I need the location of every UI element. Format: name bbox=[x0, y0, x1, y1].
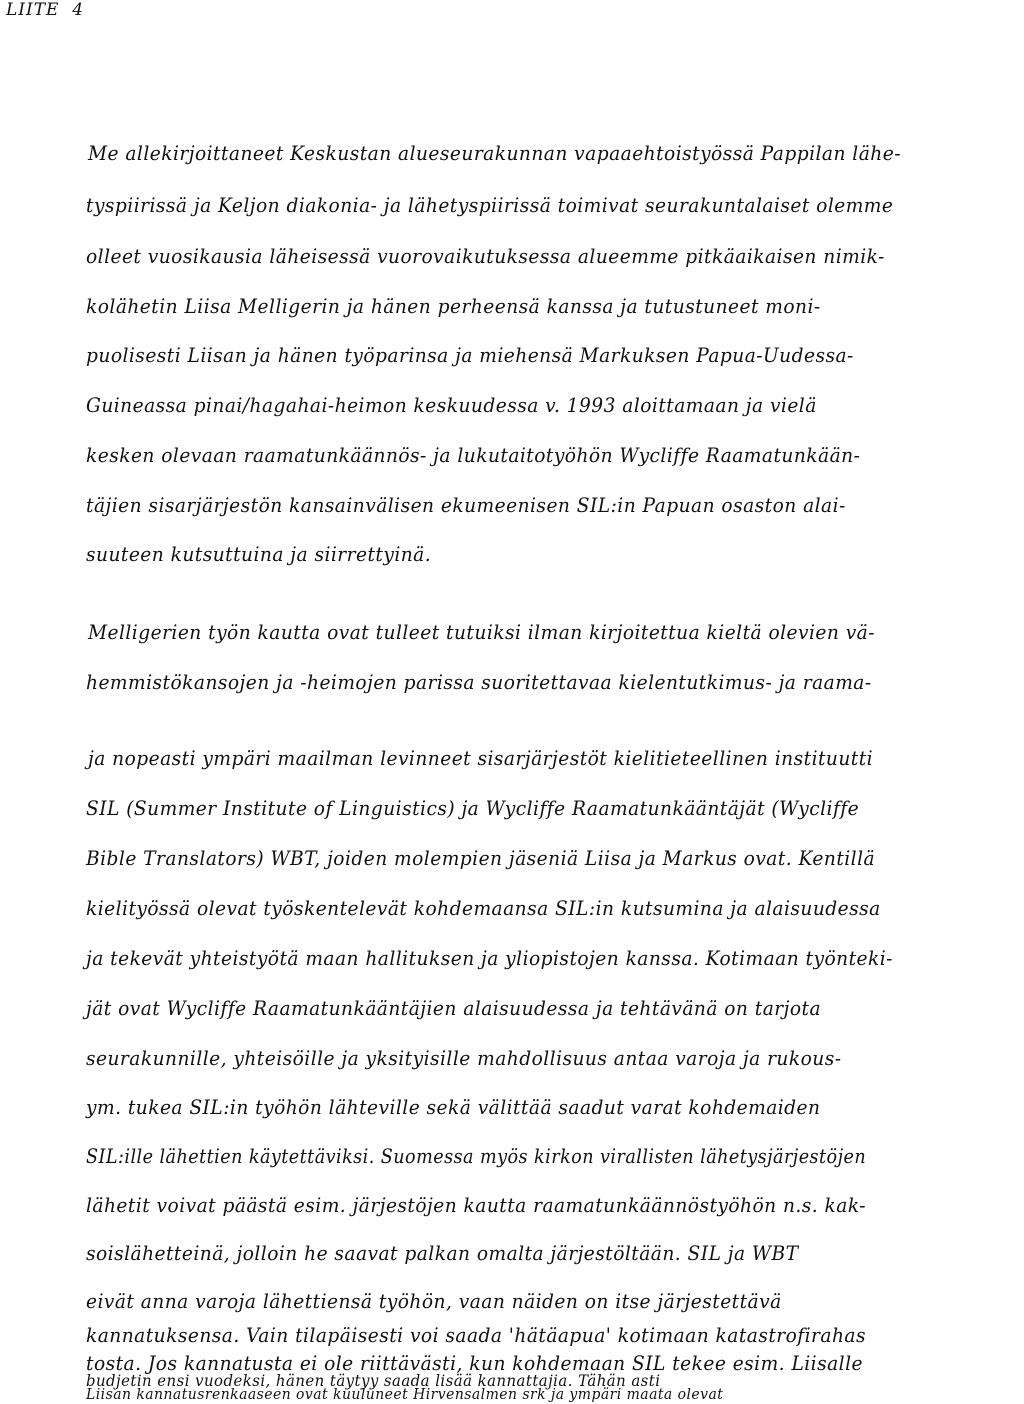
paragraph2-line: hemmistökansojen ja -heimojen parissa suoritettavaa kielentutkimus- ja raama- bbox=[86, 670, 872, 694]
paragraph1-line: kesken olevaan raamatunkäännös- ja lukutaitotyöhön Wycliffe Raamatunkään- bbox=[86, 443, 861, 467]
paragraph3-line: jät ovat Wycliffe Raamatunkääntäjien alaisuudessa ja tehtävänä on tarjota bbox=[86, 996, 822, 1020]
paragraph1-line: täjien sisarjärjestön kansainvälisen ekumeenisen SIL:in Papuan osaston alai- bbox=[86, 493, 846, 517]
paragraph1-line: tyspiirissä ja Keljon diakonia- ja lähetyspiirissä toimivat seurakuntalaiset olemme bbox=[86, 193, 894, 217]
paragraph1-line: Me allekirjoittaneet Keskustan alueseurakunnan vapaaehtoistyössä Pappilan lähe- bbox=[88, 141, 901, 165]
paragraph1-line: puolisesti Liisan ja hänen työparinsa ja miehensä Markuksen Papua-Uudessa- bbox=[86, 343, 854, 367]
paragraph3-line: kannatuksensa. Vain tilapäisesti voi saada 'hätäapua' kotimaan katastrofirahas bbox=[86, 1323, 866, 1347]
paragraph3-line: lähetit voivat päästä esim. järjestöjen kautta raamatunkäännöstyöhön n.s. kak- bbox=[86, 1193, 866, 1217]
paragraph1-line: suuteen kutsuttuina ja siirrettyinä. bbox=[86, 542, 432, 566]
paragraph1-line: kolähetin Liisa Melligerin ja hänen perheensä kanssa ja tutustuneet moni- bbox=[86, 294, 821, 318]
paragraph3-line: kielityössä olevat työskentelevät kohdemaansa SIL:in kutsumina ja alaisuudessa bbox=[86, 896, 881, 920]
paragraph1-line: Guineassa pinai/hagahai-heimon keskuudessa v. 1993 aloittamaan ja vielä bbox=[86, 393, 817, 417]
paragraph3-line: ja nopeasti ympäri maailman levinneet sisarjärjestöt kielitieteellinen instituutti bbox=[88, 746, 874, 770]
paragraph3-line: SIL:ille lähettien käytettäviksi. Suomessa myös kirkon virallisten lähetysjärjestöjen bbox=[86, 1144, 867, 1168]
paragraph3-line: SIL (Summer Institute of Linguistics) ja Wycliffe Raamatunkääntäjät (Wycliffe bbox=[86, 796, 860, 820]
paragraph1-line: olleet vuosikausia läheisessä vuorovaikutuksessa alueemme pitkäaikaisen nimik- bbox=[86, 244, 885, 268]
paragraph3-line: tosta. Jos kannatusta ei ole riittävästi, kun kohdemaan SIL tekee esim. Liisalle bbox=[86, 1351, 863, 1375]
paragraph3-line: eivät anna varoja lähettiensä työhön, vaan näiden on itse järjestettävä bbox=[86, 1289, 782, 1313]
paragraph3-line: soislähetteinä, jolloin he saavat palkan omalta järjestöltään. SIL ja WBT bbox=[86, 1241, 799, 1265]
paragraph3-line: Liisan kannatusrenkaaseen ovat kuuluneet Hirvensalmen srk ja ympäri maata olevat bbox=[86, 1385, 724, 1403]
paragraph3-line: ja tekevät yhteistyötä maan hallituksen ja yliopistojen kanssa. Kotimaan työnteki- bbox=[86, 946, 893, 970]
paragraph2-line: Melligerien työn kautta ovat tulleet tutuiksi ilman kirjoitettua kieltä olevien vä- bbox=[88, 620, 875, 644]
paragraph3-line: ym. tukea SIL:in työhön lähteville sekä välittää saadut varat kohdemaiden bbox=[86, 1095, 821, 1119]
appendix-label: LIITE 4 bbox=[6, 0, 85, 20]
paragraph3-line: seurakunnille, yhteisöille ja yksityisille mahdollisuus antaa varoja ja rukous- bbox=[86, 1046, 842, 1070]
paragraph3-line: budjetin ensi vuodeksi, hänen täytyy saada lisää kannattajia. Tähän asti bbox=[86, 1371, 661, 1390]
paragraph3-line: Bible Translators) WBT, joiden molempien jäseniä Liisa ja Markus ovat. Kentillä bbox=[86, 846, 876, 870]
